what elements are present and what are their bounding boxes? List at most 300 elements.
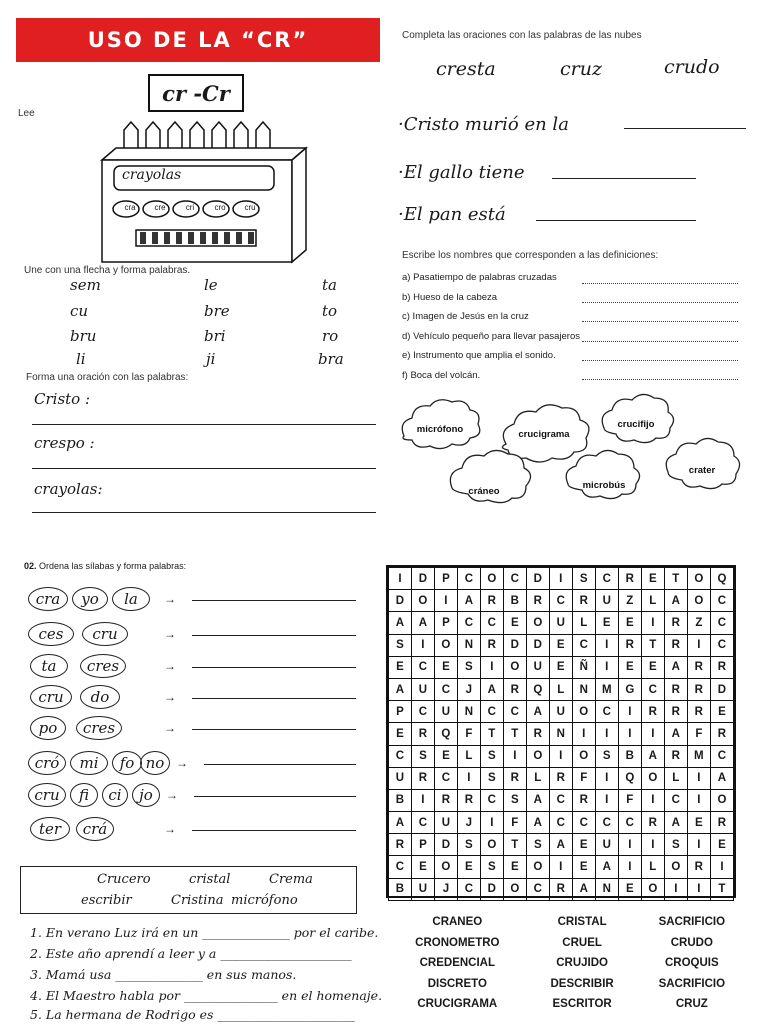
cloud-word: cresta xyxy=(436,58,496,80)
grid-cell[interactable]: O xyxy=(434,634,457,656)
grid-cell[interactable]: C xyxy=(572,634,595,656)
grid-cell[interactable]: I xyxy=(595,789,618,811)
grid-cell[interactable]: L xyxy=(526,767,549,789)
grid-cell[interactable]: U xyxy=(411,878,434,900)
grid-cell[interactable]: S xyxy=(572,568,595,590)
grid-cell[interactable]: B xyxy=(389,878,412,900)
grid-cell[interactable]: I xyxy=(687,634,710,656)
grid-cell[interactable]: E xyxy=(572,834,595,856)
grid-cell[interactable]: U xyxy=(526,656,549,678)
grid-cell[interactable]: I xyxy=(618,723,641,745)
grid-cell[interactable]: L xyxy=(457,745,480,767)
grid-cell[interactable]: I xyxy=(618,834,641,856)
grid-cell[interactable]: D xyxy=(710,678,733,700)
cloud-word: cruz xyxy=(560,58,602,80)
answer-line[interactable] xyxy=(32,424,376,425)
grid-cell[interactable]: U xyxy=(595,834,618,856)
answer-line[interactable] xyxy=(582,341,738,342)
grid-cell[interactable]: Z xyxy=(618,590,641,612)
grid-cell[interactable]: D xyxy=(526,634,549,656)
syllable-bubble: ter xyxy=(30,817,70,841)
grid-cell[interactable]: I xyxy=(687,878,710,900)
grid-cell[interactable]: L xyxy=(664,767,687,789)
grid-cell[interactable]: A xyxy=(526,812,549,834)
syllable-bubble: la xyxy=(112,587,150,611)
grid-cell[interactable]: I xyxy=(411,634,434,656)
crayon-syllable: cro xyxy=(214,203,226,212)
grid-cell[interactable]: T xyxy=(503,834,526,856)
grid-cell[interactable]: U xyxy=(434,812,457,834)
grid-cell[interactable]: S xyxy=(457,834,480,856)
grid-cell[interactable]: O xyxy=(664,856,687,878)
answer-line[interactable] xyxy=(192,830,356,831)
page-title: USO DE LA “CR” xyxy=(16,18,380,62)
grid-cell[interactable]: C xyxy=(503,701,526,723)
grid-cell[interactable]: N xyxy=(549,723,572,745)
grid-cell[interactable]: L xyxy=(641,856,664,878)
grid-cell[interactable]: R xyxy=(710,812,733,834)
grid-cell[interactable]: E xyxy=(389,656,412,678)
grid-cell[interactable]: O xyxy=(710,789,733,811)
grid-cell[interactable]: T xyxy=(641,634,664,656)
grid-cell[interactable]: S xyxy=(457,656,480,678)
grid-cell[interactable]: S xyxy=(480,767,503,789)
grid-row xyxy=(389,767,734,789)
grid-cell[interactable]: C xyxy=(710,612,733,634)
grid-cell[interactable]: S xyxy=(503,789,526,811)
syllable-bubble: ta xyxy=(30,654,68,678)
grid-cell[interactable]: F xyxy=(618,789,641,811)
grid-cell[interactable]: Q xyxy=(434,723,457,745)
fill-sentence: 3. Mamá usa ______________ en sus manos. xyxy=(30,967,297,982)
grid-cell[interactable]: O xyxy=(687,590,710,612)
grid-cell[interactable]: R xyxy=(434,789,457,811)
syllable-bubble: cres xyxy=(76,716,122,740)
answer-line[interactable] xyxy=(582,321,738,322)
syllable-bubble: fi xyxy=(70,783,98,807)
grid-cell[interactable]: O xyxy=(572,701,595,723)
grid-cell[interactable]: C xyxy=(549,789,572,811)
grid-cell[interactable]: I xyxy=(480,656,503,678)
grid-cell[interactable]: A xyxy=(457,590,480,612)
grid-cell[interactable]: J xyxy=(434,878,457,900)
word-list-row xyxy=(386,953,748,974)
grid-cell[interactable]: I xyxy=(549,568,572,590)
grid-cell[interactable]: I xyxy=(687,767,710,789)
grid-cell[interactable]: B xyxy=(389,789,412,811)
grid-cell[interactable]: R xyxy=(687,656,710,678)
grid-cell[interactable]: I xyxy=(572,723,595,745)
grid-row xyxy=(389,568,734,590)
grid-cell[interactable]: R xyxy=(664,701,687,723)
word-box xyxy=(20,866,357,914)
crayon-syllable: cre xyxy=(154,203,166,212)
grid-cell[interactable]: C xyxy=(710,634,733,656)
grid-cell[interactable]: T xyxy=(503,723,526,745)
grid-cell[interactable]: C xyxy=(480,789,503,811)
grid-cell[interactable]: R xyxy=(549,878,572,900)
grid-cell[interactable]: O xyxy=(480,834,503,856)
match-syllable: le xyxy=(204,276,218,294)
grid-cell[interactable]: R xyxy=(618,568,641,590)
grid-cell[interactable]: R xyxy=(641,812,664,834)
grid-cell[interactable]: C xyxy=(457,878,480,900)
grid-cell[interactable]: U xyxy=(549,612,572,634)
grid-cell[interactable]: R xyxy=(457,789,480,811)
grid-cell[interactable]: B xyxy=(503,590,526,612)
grid-cell[interactable]: P xyxy=(411,834,434,856)
grid-cell[interactable]: F xyxy=(503,812,526,834)
word-box-word: Cristina xyxy=(171,893,224,908)
grid-cell[interactable]: D xyxy=(480,878,503,900)
grid-cell[interactable]: R xyxy=(549,767,572,789)
fill-sentence: 2. Este año aprendí a leer y a _____________________ xyxy=(30,946,352,961)
complete-sentence: ·El pan está xyxy=(398,204,506,225)
grid-cell[interactable]: P xyxy=(389,701,412,723)
grid-cell[interactable]: R xyxy=(411,723,434,745)
grid-cell[interactable]: C xyxy=(434,678,457,700)
grid-cell[interactable]: L xyxy=(572,612,595,634)
grid-cell[interactable]: I xyxy=(389,568,412,590)
grid-cell[interactable]: E xyxy=(710,834,733,856)
word-box-word: micrófono xyxy=(231,893,298,908)
grid-cell[interactable]: J xyxy=(457,678,480,700)
definition-item: e) Instrumento que amplia el sonido. xyxy=(402,350,556,361)
answer-line[interactable] xyxy=(192,698,356,699)
grid-cell[interactable]: A xyxy=(664,656,687,678)
word-list-row xyxy=(386,912,748,933)
grid-cell[interactable]: C xyxy=(434,767,457,789)
grid-cell[interactable]: Q xyxy=(526,678,549,700)
grid-cell[interactable]: U xyxy=(549,701,572,723)
grid-cell[interactable]: N xyxy=(457,634,480,656)
grid-cell[interactable]: A xyxy=(389,612,412,634)
order-instruction-text: Ordena las sílabas y forma palabras: xyxy=(39,561,187,571)
grid-cell[interactable]: E xyxy=(687,812,710,834)
word-list-item: ESCRITOR xyxy=(552,998,612,1011)
grid-cell[interactable]: E xyxy=(549,634,572,656)
grid-cell[interactable]: E xyxy=(710,701,733,723)
grid-cell[interactable]: S xyxy=(664,834,687,856)
grid-cell[interactable]: D xyxy=(434,834,457,856)
grid-cell[interactable]: I xyxy=(687,789,710,811)
sentence-word: Cristo : xyxy=(34,390,91,408)
grid-cell[interactable]: O xyxy=(526,745,549,767)
arrow-icon: → xyxy=(164,822,176,836)
grid-cell[interactable]: R xyxy=(664,612,687,634)
answer-line[interactable] xyxy=(582,360,738,361)
syllable-bubble: cru xyxy=(28,783,66,807)
grid-cell[interactable]: A xyxy=(526,789,549,811)
definition-item: f) Boca del volcán. xyxy=(402,370,481,381)
answer-line[interactable] xyxy=(552,178,696,179)
answer-line[interactable] xyxy=(582,302,738,303)
grid-cell[interactable]: M xyxy=(595,678,618,700)
grid-cell[interactable]: R xyxy=(572,789,595,811)
complete-sentence: ·El gallo tiene xyxy=(398,162,525,183)
grid-cell[interactable]: U xyxy=(595,590,618,612)
grid-cell[interactable]: C xyxy=(457,612,480,634)
grid-cell[interactable]: E xyxy=(389,723,412,745)
grid-cell[interactable]: C xyxy=(595,568,618,590)
grid-cell[interactable]: A xyxy=(389,678,412,700)
grid-cell[interactable]: C xyxy=(572,812,595,834)
syllable-bubble: ci xyxy=(102,783,128,807)
grid-cell[interactable]: R xyxy=(710,723,733,745)
grid-cell[interactable]: N xyxy=(457,701,480,723)
grid-cell[interactable]: S xyxy=(480,856,503,878)
grid-cell[interactable]: A xyxy=(664,590,687,612)
grid-cell[interactable]: O xyxy=(434,856,457,878)
grid-cell[interactable]: E xyxy=(503,612,526,634)
grid-cell[interactable]: C xyxy=(389,745,412,767)
syllable-bubble: cra xyxy=(28,587,68,611)
grid-cell[interactable]: C xyxy=(411,812,434,834)
grid-cell[interactable]: Ñ xyxy=(572,656,595,678)
grid-cell[interactable]: E xyxy=(434,745,457,767)
grid-cell[interactable]: A xyxy=(549,834,572,856)
grid-cell[interactable]: E xyxy=(411,856,434,878)
grid-cell[interactable]: C xyxy=(710,745,733,767)
grid-cell[interactable]: I xyxy=(641,789,664,811)
grid-row xyxy=(389,678,734,700)
grid-cell[interactable]: D xyxy=(389,590,412,612)
answer-line[interactable] xyxy=(624,128,746,129)
grid-cell[interactable]: O xyxy=(411,590,434,612)
grid-cell[interactable]: I xyxy=(641,834,664,856)
grid-cell[interactable]: I xyxy=(641,612,664,634)
grid-cell[interactable]: R xyxy=(411,767,434,789)
answer-line[interactable] xyxy=(192,600,356,601)
grid-cell[interactable]: T xyxy=(710,878,733,900)
grid-cell[interactable]: C xyxy=(411,701,434,723)
complete-sentence: ·Cristo murió en la xyxy=(398,114,569,135)
grid-cell[interactable]: E xyxy=(641,568,664,590)
grid-row xyxy=(389,745,734,767)
syllable-bubble: yo xyxy=(72,587,108,611)
grid-cell[interactable]: O xyxy=(641,767,664,789)
grid-cell[interactable]: C xyxy=(480,701,503,723)
answer-line[interactable] xyxy=(192,729,356,730)
grid-cell[interactable]: I xyxy=(411,789,434,811)
grid-cell[interactable]: Z xyxy=(687,612,710,634)
grid-cell[interactable]: I xyxy=(595,634,618,656)
grid-cell[interactable]: R xyxy=(480,634,503,656)
grid-cell[interactable]: C xyxy=(457,568,480,590)
grid-cell[interactable]: C xyxy=(549,812,572,834)
sentence-word: crespo : xyxy=(34,434,95,452)
grid-cell[interactable]: I xyxy=(549,745,572,767)
grid-cell[interactable]: I xyxy=(664,878,687,900)
grid-row xyxy=(389,590,734,612)
grid-cell[interactable]: A xyxy=(664,723,687,745)
grid-cell[interactable]: C xyxy=(641,678,664,700)
grid-cell[interactable]: E xyxy=(434,656,457,678)
grid-cell[interactable]: N xyxy=(572,678,595,700)
grid-cell[interactable]: S xyxy=(480,745,503,767)
definition-item: a) Pasatiempo de palabras cruzadas xyxy=(402,272,557,283)
grid-cell[interactable]: M xyxy=(687,745,710,767)
grid-cell[interactable]: C xyxy=(618,812,641,834)
grid-cell[interactable]: R xyxy=(687,678,710,700)
grid-cell[interactable]: O xyxy=(687,568,710,590)
grid-cell[interactable]: G xyxy=(618,678,641,700)
grid-cell[interactable]: T xyxy=(480,723,503,745)
cr-box: cr -Cr xyxy=(148,74,244,112)
answer-line[interactable] xyxy=(582,379,738,380)
grid-cell[interactable]: L xyxy=(549,678,572,700)
grid-cell[interactable]: J xyxy=(457,812,480,834)
grid-cell[interactable]: A xyxy=(664,812,687,834)
grid-cell[interactable]: O xyxy=(480,568,503,590)
grid-cell[interactable]: I xyxy=(457,767,480,789)
grid-cell[interactable]: S xyxy=(595,745,618,767)
grid-cell[interactable]: T xyxy=(664,568,687,590)
grid-cell[interactable]: E xyxy=(618,878,641,900)
grid-cell[interactable]: C xyxy=(595,812,618,834)
grid-cell[interactable]: P xyxy=(434,612,457,634)
grid-cell[interactable]: R xyxy=(664,745,687,767)
grid-cell[interactable]: I xyxy=(480,812,503,834)
answer-line[interactable] xyxy=(536,220,696,221)
grid-cell[interactable]: I xyxy=(641,723,664,745)
answer-line[interactable] xyxy=(32,468,376,469)
grid-cell[interactable]: R xyxy=(710,656,733,678)
cloud-label: microbús xyxy=(582,480,626,491)
grid-cell[interactable]: C xyxy=(480,612,503,634)
arrow-icon: → xyxy=(164,627,176,641)
answer-line[interactable] xyxy=(582,283,738,284)
grid-cell[interactable]: R xyxy=(664,678,687,700)
grid-cell[interactable]: R xyxy=(503,767,526,789)
grid-cell[interactable]: L xyxy=(641,590,664,612)
grid-cell[interactable]: R xyxy=(687,701,710,723)
grid-cell[interactable]: R xyxy=(526,723,549,745)
grid-cell[interactable]: C xyxy=(503,568,526,590)
grid-cell[interactable]: E xyxy=(595,612,618,634)
complete-instruction: Completa las oraciones con las palabras de las nubes xyxy=(402,30,642,41)
grid-cell[interactable]: R xyxy=(526,590,549,612)
grid-cell[interactable]: Q xyxy=(710,568,733,590)
answer-line[interactable] xyxy=(194,796,356,797)
grid-cell[interactable]: O xyxy=(526,612,549,634)
grid-cell[interactable]: R xyxy=(641,701,664,723)
word-list-item: CRONOMETRO xyxy=(415,936,500,949)
grid-cell[interactable]: C xyxy=(549,590,572,612)
crayon-box-label: crayolas xyxy=(122,167,182,183)
match-syllable: bra xyxy=(318,350,344,368)
grid-cell[interactable]: C xyxy=(411,656,434,678)
grid-cell[interactable]: A xyxy=(710,767,733,789)
grid-cell[interactable]: I xyxy=(595,723,618,745)
answer-line[interactable] xyxy=(204,764,356,765)
syllable-bubble: crá xyxy=(76,817,114,841)
grid-cell[interactable]: A xyxy=(480,678,503,700)
grid-cell[interactable]: C xyxy=(526,878,549,900)
grid-cell[interactable]: S xyxy=(526,834,549,856)
grid-cell[interactable]: C xyxy=(595,701,618,723)
answer-line[interactable] xyxy=(192,667,356,668)
grid-cell[interactable]: S xyxy=(389,634,412,656)
grid-cell[interactable]: O xyxy=(526,856,549,878)
grid-cell[interactable]: C xyxy=(389,856,412,878)
grid-cell[interactable]: S xyxy=(411,745,434,767)
grid-cell[interactable]: E xyxy=(572,856,595,878)
grid-cell[interactable]: U xyxy=(389,767,412,789)
grid-cell[interactable]: O xyxy=(641,878,664,900)
grid-cell[interactable]: O xyxy=(503,878,526,900)
grid-cell[interactable]: I xyxy=(618,856,641,878)
grid-cell[interactable]: I xyxy=(618,701,641,723)
syllable-bubble: no xyxy=(140,751,170,775)
grid-cell[interactable]: E xyxy=(618,612,641,634)
grid-cell[interactable]: B xyxy=(618,745,641,767)
grid-cell[interactable]: I xyxy=(549,856,572,878)
answer-line[interactable] xyxy=(192,635,356,636)
grid-cell[interactable]: I xyxy=(687,834,710,856)
word-list-item: SACRIFICIO xyxy=(658,977,726,990)
fill-sentence: 5. La hermana de Rodrigo es ______________________ xyxy=(30,1007,355,1022)
grid-cell[interactable]: A xyxy=(641,745,664,767)
grid-cell[interactable]: U xyxy=(434,701,457,723)
grid-cell[interactable]: R xyxy=(389,834,412,856)
grid-cell[interactable]: U xyxy=(411,678,434,700)
grid-cell[interactable]: O xyxy=(572,745,595,767)
grid-cell[interactable]: P xyxy=(434,568,457,590)
grid-cell[interactable]: I xyxy=(710,856,733,878)
grid-cell[interactable]: I xyxy=(434,590,457,612)
grid-cell[interactable]: R xyxy=(503,678,526,700)
grid-cell[interactable]: A xyxy=(389,812,412,834)
grid-cell[interactable]: D xyxy=(526,568,549,590)
word-search-grid[interactable] xyxy=(386,565,736,898)
grid-cell[interactable]: D xyxy=(411,568,434,590)
grid-cell[interactable]: A xyxy=(595,856,618,878)
grid-cell[interactable]: F xyxy=(572,767,595,789)
grid-cell[interactable]: A xyxy=(526,701,549,723)
grid-cell[interactable]: C xyxy=(664,789,687,811)
cloud-label: crucifijo xyxy=(617,419,655,430)
grid-cell[interactable]: E xyxy=(457,856,480,878)
grid-cell[interactable]: F xyxy=(457,723,480,745)
grid-cell[interactable]: E xyxy=(641,656,664,678)
grid-cell[interactable]: D xyxy=(503,634,526,656)
grid-cell[interactable]: I xyxy=(503,745,526,767)
grid-cell[interactable]: Q xyxy=(618,767,641,789)
syllable-bubble: po xyxy=(30,716,66,740)
answer-line[interactable] xyxy=(32,512,376,513)
match-syllable: bre xyxy=(204,302,230,320)
grid-cell[interactable]: F xyxy=(687,723,710,745)
grid-cell[interactable]: E xyxy=(618,656,641,678)
order-number: 02. xyxy=(24,561,37,571)
grid-cell[interactable]: C xyxy=(710,590,733,612)
grid-cell[interactable]: R xyxy=(664,634,687,656)
grid-cell[interactable]: I xyxy=(595,656,618,678)
grid-cell[interactable]: E xyxy=(549,656,572,678)
grid-cell[interactable]: R xyxy=(572,590,595,612)
grid-cell[interactable]: I xyxy=(595,767,618,789)
grid-cell[interactable]: A xyxy=(572,878,595,900)
grid-row xyxy=(389,723,734,745)
grid-cell[interactable]: R xyxy=(480,590,503,612)
grid-cell[interactable]: R xyxy=(687,856,710,878)
grid-cell[interactable]: A xyxy=(411,612,434,634)
grid-cell[interactable]: O xyxy=(503,656,526,678)
grid-cell[interactable]: E xyxy=(503,856,526,878)
grid-cell[interactable]: R xyxy=(618,634,641,656)
grid-cell[interactable]: N xyxy=(595,878,618,900)
